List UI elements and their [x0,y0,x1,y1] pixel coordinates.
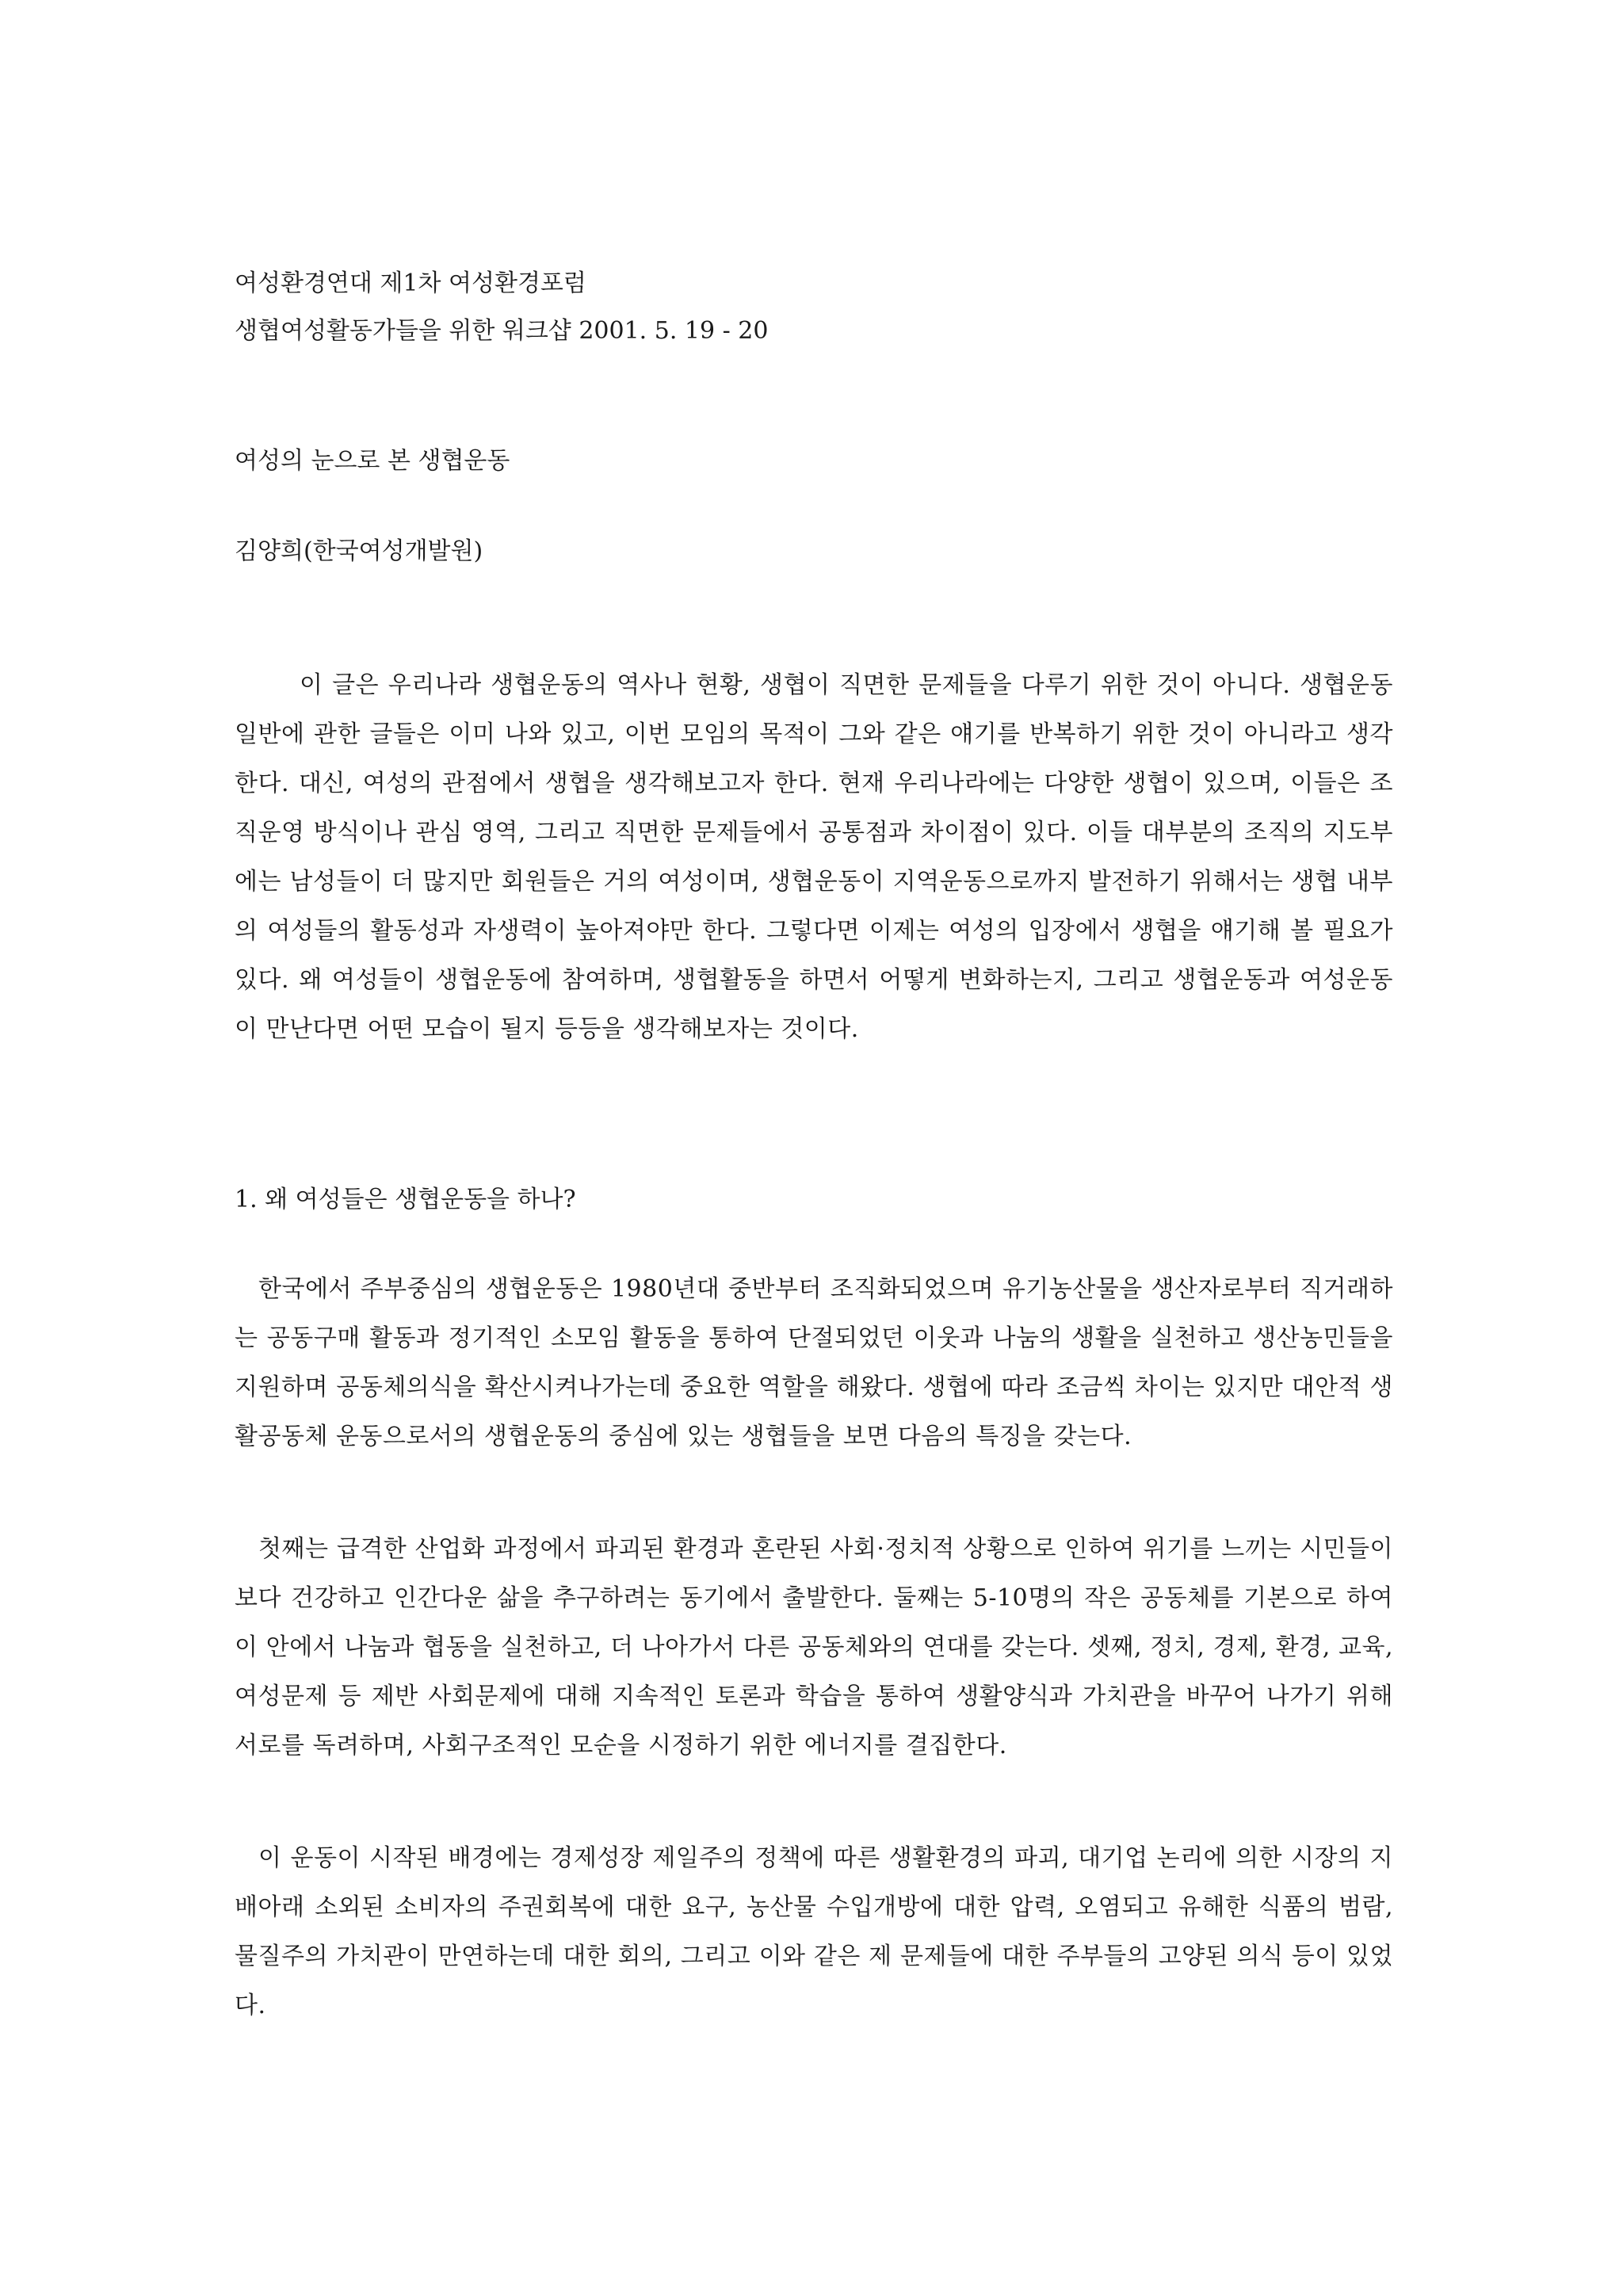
body-paragraph: 첫째는 급격한 산업화 과정에서 파괴된 환경과 혼란된 사회·정치적 상황으로 인하여 위기를 느끼는 시민들이 보다 건강하고 인간다운 삶을 추구하려는 동기에서 출발한다. 둘째는 5-10명의 작은 공동체를 기본으로 하여 이 안에서 나눔과 협동을 실천하고, 더 나아가서 다른 공동체와의 연대를 갖는다. 셋째, 정치, 경제, 환경, 교육, 여성문제 등 제반 사회문제에 대해 지속적인 토론과 학습을 통하여 생활양식과 가치관을 바꾸어 나가기 위해 서로를 독려하며, 사회구조적인 모순을 시정하기 위한 에너지를 결집한다. [235,1535,1393,1759]
section-heading: 1. 왜 여성들은 생협운동을 하나? [235,1186,576,1213]
body-paragraph: 이 운동이 시작된 배경에는 경제성장 제일주의 정책에 따른 생활환경의 파괴, 대기업 논리에 의한 시장의 지배아래 소외된 소비자의 주권회복에 대한 요구, 농산물 수입개방에 대한 압력, 오염되고 유해한 식품의 범람, 물질주의 가치관이 만연하는데 대한 회의, 그리고 이와 같은 제 문제들에 대한 주부들의 고양된 의식 등이 있었다. [235,1844,1393,2019]
body-paragraph: 한국에서 주부중심의 생협운동은 1980년대 중반부터 조직화되었으며 유기농산물을 생산자로부터 직거래하는 공동구매 활동과 정기적인 소모임 활동을 통하여 단절되었던 이웃과 나눔의 생활을 실천하고 생산농민들을 지원하며 공동체의식을 확산시켜나가는데 중요한 역할을 해왔다. 생협에 따라 조금씩 차이는 있지만 대안적 생활공동체 운동으로서의 생협운동의 중심에 있는 생협들을 보면 다음의 특징을 갖는다. [235,1275,1393,1450]
forum-header: 여성환경연대 제1차 여성환경포럼 [235,269,586,297]
workshop-header: 생협여성활동가들을 위한 워크샵 2001. 5. 19 - 20 [235,317,769,345]
intro-paragraph: 이 글은 우리나라 생협운동의 역사나 현황, 생협이 직면한 문제들을 다루기 위한 것이 아니다. 생협운동 일반에 관한 글들은 이미 나와 있고, 이번 모임의 목적이 그와 같은 얘기를 반복하기 위한 것이 아니라고 생각한다. 대신, 여성의 관점에서 생협을 생각해보고자 한다. 현재 우리나라에는 다양한 생협이 있으며, 이들은 조직운영 방식이나 관심 영역, 그리고 직면한 문제들에서 공통점과 차이점이 있다. 이들 대부분의 조직의 지도부에는 남성들이 더 많지만 회원들은 거의 여성이며, 생협운동이 지역운동으로까지 발전하기 위해서는 생협 내부의 여성들의 활동성과 자생력이 높아져야만 한다. 그렇다면 이제는 여성의 입장에서 생협을 얘기해 볼 필요가 있다. 왜 여성들이 생협운동에 참여하며, 생협활동을 하면서 어떻게 변화하는지, 그리고 생협운동과 여성운동이 만난다면 어떤 모습이 될지 등등을 생각해보자는 것이다. [235,671,1393,1043]
author-line: 김양희(한국여성개발원) [235,537,483,565]
document-title: 여성의 눈으로 본 생협운동 [235,447,510,475]
